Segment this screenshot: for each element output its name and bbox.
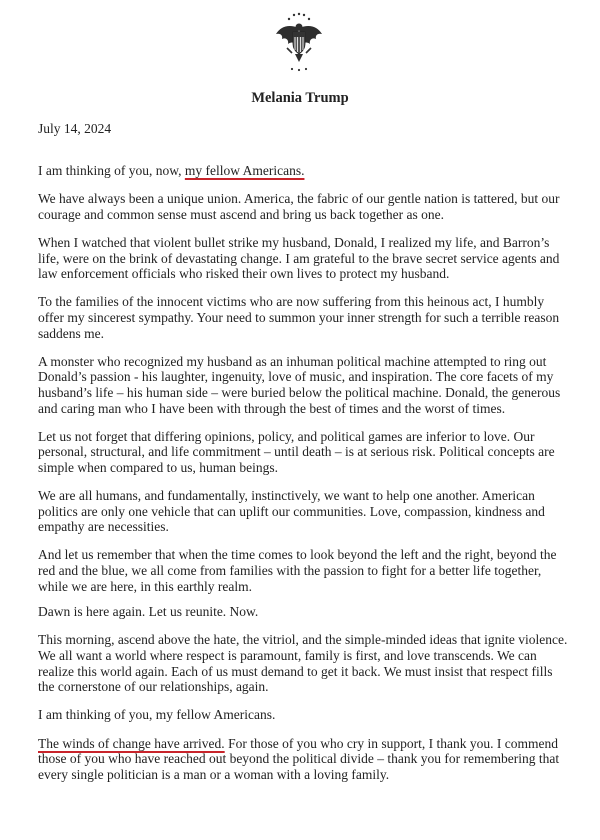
paragraph-4: To the families of the innocent victims who are now suffering from this heinous act, I humbly offer my sincerest sympathy. Your need to summon your inner strength for such a terrible reason saddens me. (38, 294, 560, 341)
underlined-phrase-winds-of-change: The winds of change have arrived. (38, 735, 225, 751)
letter-date: July 14, 2024 (38, 121, 112, 136)
paragraph-12 (38, 736, 570, 783)
author-name: Melania Trump (251, 90, 349, 106)
paragraph-8: And let us remember that when the time comes to look beyond the left and the right, beyond the red and the blue, we all come from families with the passion to fight for a better life together, while we are here, in this earthly realm. (38, 547, 557, 594)
letter-body (38, 163, 570, 795)
paragraph-2: We have always been a unique union. America, the fabric of our gentle nation is tattered, but our courage and common sense must ascend and bring us back together as one. (38, 191, 560, 222)
paragraph-12-text: For those of you who cry in support, I thank you. I commend those of you who have reached out beyond the political divide – thank you for remembering that every single politician is a man or a woman with a loving family. (38, 735, 560, 782)
paragraph-7: We are all humans, and fundamentally, instinctively, we want to help one another. American politics are only one vehicle that can uplift our communities. Love, compassion, kindness and empathy are necessities. (38, 488, 545, 535)
paragraph-6: Let us not forget that differing opinions, policy, and political games are inferior to love. Our personal, structural, and life commitment – until death – is at serious risk. Political concepts are simple when compared to us, human beings. (38, 428, 555, 475)
paragraph-3: When I watched that violent bullet strike my husband, Donald, I realized my life, and Barron’s life, were on the brink of devastating change. I am grateful to the brave secret service agents and law enforcement officials who risked their own lives to protect my husband. (38, 234, 560, 282)
eagle-seal-icon (273, 10, 325, 76)
underlined-phrase-fellow-americans: my fellow Americans. (184, 163, 305, 178)
paragraph-1 (38, 163, 570, 179)
paragraph-1-text: I am thinking of you, now, (38, 163, 185, 178)
paragraph-11: I am thinking of you, my fellow Americans. (38, 707, 276, 723)
paragraph-10: This morning, ascend above the hate, the vitriol, and the simple-minded ideas that ignite violence. We all want a world where respect is paramount, family is first, and love transcends. We can realize this world again. Each of us must demand to get it back. We must insist that respect fills the cornerstone of our relationships, again. (38, 632, 568, 695)
paragraph-9: Dawn is here again. Let us reunite. Now. (38, 604, 259, 620)
paragraph-5: A monster who recognized my husband as an inhuman political machine attempted to ring out Donald’s passion - his laughter, ingenuity, love of music, and inspiration. The core facets of my husband’s life – his human side – were buried below the political machine. Donald, the generous and caring man who I have been with through the best of times and the worst of times. (38, 353, 561, 416)
